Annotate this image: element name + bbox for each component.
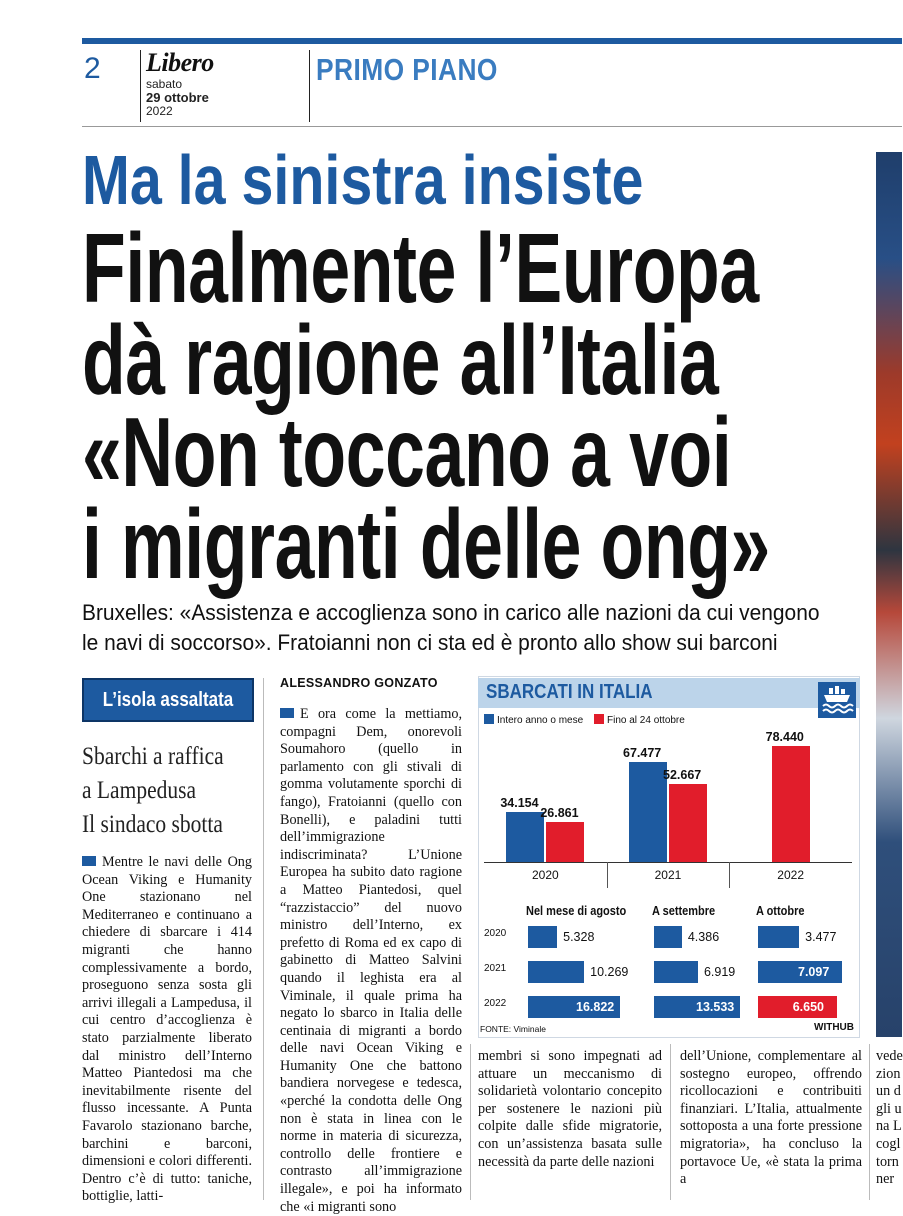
hbar-value-label: 4.386 (687, 930, 720, 944)
column-divider (263, 678, 264, 1200)
sidebar-badge (82, 678, 254, 722)
hbar-value-label: 5.328 (563, 930, 595, 944)
lead-square-icon (82, 856, 96, 866)
article-column-1-text: E ora come la mettiamo, compagni Dem, onorevoli Soumahoro (quello in parlamento con gli stivali di gomma volutamente sporchi di fango), Fratoianni (quello con Bonelli), e paladini tutti dell’immigrazione indiscriminata? L’Unione Europea ha subito dato ragione a Matteo Piantedosi, quel “razzistaccio” del nuovo ministro dell’Interno, ex prefetto di Roma ed ex capo di gabinetto di Matteo Salvini quando il leghista era al Viminale, il quale prima ha negato lo sbarco in Italia delle centinaia di migranti a bordo delle navi Ocean Viking e Humanity One che battono bandiera norvegese e tedesca, «perché la condotta delle Ong non è stata in linea con le norme in materia di sicurezza, controllo delle frontiere e contrasto all’immigrazione illegale», e poi ha informato che «i migranti sono (280, 706, 462, 1215)
legend-swatch (594, 714, 604, 724)
page-number: 2 (84, 52, 101, 85)
header-divider (140, 50, 141, 122)
group-header: A settembre (652, 904, 716, 918)
article-column-4-line: torn (876, 1153, 899, 1170)
subtitle (82, 598, 845, 658)
section-title: PRIMO PIANO (316, 52, 498, 87)
chart-source: FONTE: Viminale (480, 1024, 546, 1034)
x-axis-line (484, 862, 852, 863)
column-divider (470, 1044, 471, 1200)
article-column-2: membri si sono impegnati ad attuare un meccanismo di solidarietà volontario concepito per sostenere le nazioni più colpite dalle sfide migratorie, con un’assistenza basata sulle necessità da parte delle nazioni (478, 1048, 662, 1170)
sidebar-body (82, 854, 252, 1205)
hbar-value-label: 16.822 (576, 1000, 615, 1014)
bar-2021-series-1 (629, 762, 667, 862)
hbar-value-label: 7.097 (798, 965, 830, 979)
article-column-4-line: gli u (876, 1100, 902, 1117)
sidebar-badge-label: L’isola assaltata (102, 689, 234, 711)
bar-2021-series-2 (669, 784, 707, 862)
hbar-value-label: 3.477 (805, 930, 837, 944)
article-column-4 (876, 1048, 902, 1200)
chart-title-bar (478, 678, 860, 708)
vertical-bar-chart (484, 728, 852, 890)
sidebar-headline-line-2: a Lampedusa (82, 777, 197, 804)
article-author: ALESSANDRO GONZATO (280, 676, 438, 690)
hbar-2-2020 (758, 926, 799, 948)
ship-waves-icon (818, 682, 856, 718)
group-header: A ottobre (756, 904, 805, 918)
hbar-0-2020 (528, 926, 557, 948)
headline-line-3: «Non toccano a voi (82, 397, 732, 507)
newspaper-logo: Libero (146, 48, 214, 77)
subtitle-line-1: Bruxelles: «Assistenza e accoglienza sono in carico alle nazioni da cui vengono (82, 600, 820, 625)
bar-2022-series-2 (772, 746, 810, 862)
legend-series-1 (484, 714, 583, 726)
hbar-1-2020 (654, 926, 682, 948)
sidebar-headline (82, 740, 245, 842)
issue-day: sabato (146, 77, 183, 91)
x-tick-label: 2020 (531, 868, 559, 882)
article-column-1 (280, 706, 462, 1215)
row-label: 2022 (484, 998, 507, 1009)
top-rule (82, 38, 902, 44)
issue-year: 2022 (146, 104, 173, 118)
headline-line-2: dà ragione all’Italia (82, 305, 719, 415)
article-column-3: dell’Unione, complementare al sostegno europeo, offrendo ricollocazioni e contribuiti finanziari. L’Italia, attualmente sottoposta a una forte pressione migratoria», ha concluso la portavoce Ue, «è stata la prima a (680, 1048, 862, 1188)
bar-value-label: 52.667 (663, 768, 702, 783)
article-column-4-line: ner (876, 1171, 895, 1188)
article-column-4-line: vede (876, 1048, 903, 1064)
hbar-value-label: 10.269 (590, 965, 629, 979)
article-column-4-line: un d (876, 1083, 901, 1100)
row-label: 2020 (484, 928, 507, 939)
headline-line-1: Finalmente l’Europa (82, 213, 759, 323)
column-divider (670, 1044, 671, 1200)
subtitle-line-2: le navi di soccorso». Fratoianni non ci sta ed è pronto allo show sui barconi (82, 630, 778, 655)
column-divider (869, 1044, 870, 1200)
x-tick-label: 2022 (777, 868, 804, 882)
header-rule (82, 126, 902, 127)
bar-2020-series-1 (506, 812, 544, 862)
article-column-4-line: cogl (876, 1135, 901, 1152)
row-label: 2021 (484, 963, 507, 974)
hbar-value-label: 6.919 (703, 965, 736, 979)
kicker: Ma la sinistra insiste (82, 141, 644, 219)
side-photo (876, 152, 902, 1037)
group-header: Nel mese di agosto (526, 904, 627, 918)
article-column-4-line: zion (876, 1065, 901, 1082)
sidebar-body-text: Mentre le navi delle Ong Ocean Viking e Humanity One stazionano nel Mediterraneo e continuano a chiedere di sbarcare i 414 migranti che hanno complessivamente a bordo, proseguono senza sosta gli arrivi illegali a Lampedusa, il cui centro d’accoglienza è stato parzialmente liberato dal ministro dell’Interno Matteo Piantedosi ma che inevitabilmente risente del flusso incessante. A Punta Favarolo stazionano barche, barchini e barconi, dimensioni e colori differenti. Dentro c’è di tutto: taniche, bottiglie, latti- (82, 854, 252, 1205)
chart-credit: WITHUB (814, 1022, 854, 1033)
legend-series-2-label: Fino al 24 ottobre (607, 715, 685, 726)
x-tick-label: 2021 (654, 868, 682, 882)
issue-date (146, 78, 209, 118)
hbar-1-2021 (654, 961, 698, 983)
horizontal-bar-chart (478, 896, 860, 1026)
headline-line-4: i migranti delle ong» (82, 489, 770, 599)
sidebar-headline-line-3: Il sindaco sbotta (82, 811, 223, 838)
hbar-value-label: 6.650 (792, 1000, 824, 1014)
bar-value-label: 67.477 (623, 746, 662, 761)
header-divider-2 (309, 50, 310, 122)
legend-series-2 (594, 714, 685, 726)
legend-series-1-label: Intero anno o mese (497, 715, 584, 726)
bar-value-label: 78.440 (765, 730, 804, 745)
hbar-0-2021 (528, 961, 584, 983)
bar-2020-series-2 (546, 822, 584, 862)
chart-title: SBARCATI IN ITALIA (486, 681, 653, 703)
bar-value-label: 26.861 (540, 806, 579, 821)
lead-square-icon (280, 708, 294, 718)
issue-date-day: 29 ottobre (146, 90, 209, 105)
article-column-4-line: na L (876, 1118, 902, 1135)
sidebar-headline-line-1: Sbarchi a raffica (82, 743, 224, 770)
legend-swatch (484, 714, 494, 724)
bar-value-label: 34.154 (500, 795, 539, 810)
hbar-value-label: 13.533 (696, 1000, 735, 1014)
